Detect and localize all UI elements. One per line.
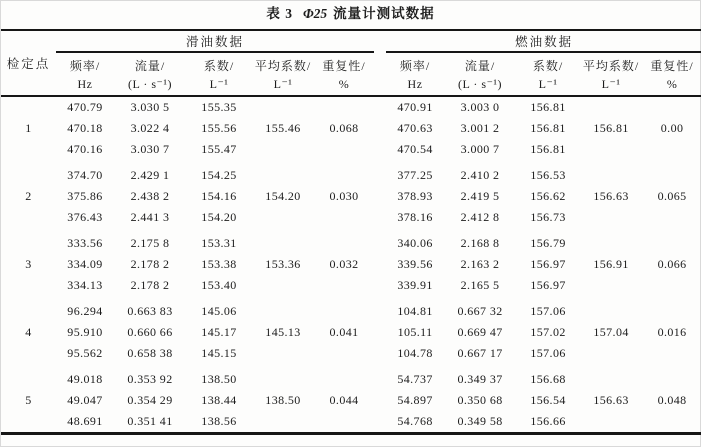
oil-flow-cell: 0.658 38 <box>127 346 173 360</box>
oil-column-header <box>314 52 374 96</box>
fuel-repeatability-cell <box>642 343 701 364</box>
oil-average-coefficient-cell <box>252 301 314 322</box>
fuel-average-coefficient-cell <box>580 343 642 364</box>
oil-frequency-cell: 95.910 <box>67 325 103 339</box>
oil-flow-cell: 0.663 83 <box>127 304 173 318</box>
fuel-column-header <box>580 52 642 96</box>
oil-coefficient-cell: 145.15 <box>201 346 237 360</box>
column-header-row <box>1 52 701 96</box>
oil-coefficient-cell: 153.31 <box>201 236 237 250</box>
data-row <box>1 207 701 228</box>
oil-average-coefficient-cell <box>252 233 314 254</box>
fuel-repeatability-cell: 0.016 <box>657 325 687 339</box>
oil-flow-cell: 2.441 3 <box>130 210 170 224</box>
oil-average-coefficient-cell <box>252 411 314 434</box>
oil-frequency-cell: 49.018 <box>67 372 103 386</box>
oil-repeatability-cell <box>314 233 374 254</box>
data-row <box>1 275 701 296</box>
point-id-cell: 4 <box>25 325 32 339</box>
point-id-cell <box>1 343 56 364</box>
oil-frequency-cell: 470.79 <box>67 100 103 114</box>
oil-repeatability-cell: 0.068 <box>329 121 359 135</box>
fuel-flow-cell: 2.168 8 <box>460 236 500 250</box>
gap-cell <box>374 301 386 322</box>
fuel-coefficient-cell: 156.66 <box>530 414 566 428</box>
data-row <box>1 369 701 390</box>
oil-flow-cell: 3.030 5 <box>130 100 170 114</box>
gap-cell <box>374 139 386 160</box>
oil-repeatability-cell <box>314 139 374 160</box>
gap-cell <box>374 343 386 364</box>
oil-average-coefficient-cell <box>252 275 314 296</box>
column-header-unit: (L · s⁻¹) <box>128 76 172 91</box>
group-gap <box>374 30 386 96</box>
fuel-column-header <box>516 52 580 96</box>
data-row <box>1 411 701 434</box>
oil-coefficient-cell: 155.47 <box>201 142 237 156</box>
fuel-frequency-cell: 54.897 <box>397 393 433 407</box>
oil-coefficient-cell: 138.56 <box>201 414 237 428</box>
point-id-cell <box>1 207 56 228</box>
fuel-frequency-cell: 104.78 <box>397 346 433 360</box>
column-header-quantity: 流量/ <box>134 58 166 73</box>
fuel-coefficient-cell: 156.81 <box>530 121 566 135</box>
oil-coefficient-cell: 153.38 <box>201 257 237 271</box>
point-id-cell <box>1 165 56 186</box>
oil-average-coefficient-cell: 154.20 <box>265 189 301 203</box>
data-row <box>1 343 701 364</box>
oil-flow-cell: 2.178 2 <box>130 278 170 292</box>
oil-flow-cell: 0.660 66 <box>127 325 173 339</box>
oil-frequency-cell: 333.56 <box>67 236 103 250</box>
column-header-quantity: 重复性/ <box>650 58 694 73</box>
oil-flow-cell: 0.351 41 <box>127 414 173 428</box>
group-header-oil: 滑油数据 <box>56 30 374 52</box>
fuel-coefficient-cell: 156.68 <box>530 372 566 386</box>
fuel-average-coefficient-cell <box>580 411 642 434</box>
oil-coefficient-cell: 155.56 <box>201 121 237 135</box>
oil-flow-cell: 2.438 2 <box>130 189 170 203</box>
fuel-flow-cell: 3.000 7 <box>460 142 500 156</box>
data-row <box>1 96 701 118</box>
gap-cell <box>374 390 386 411</box>
fuel-average-coefficient-cell <box>580 369 642 390</box>
oil-frequency-cell: 48.691 <box>67 414 103 428</box>
gap-cell <box>374 165 386 186</box>
gap-cell <box>374 96 386 118</box>
fuel-repeatability-cell <box>642 207 701 228</box>
fuel-frequency-cell: 339.56 <box>397 257 433 271</box>
corner-header: 检定点 <box>1 30 56 96</box>
data-row <box>1 322 701 343</box>
oil-average-coefficient-cell <box>252 369 314 390</box>
fuel-coefficient-cell: 157.02 <box>530 325 566 339</box>
oil-frequency-cell: 470.18 <box>67 121 103 135</box>
fuel-flow-cell: 2.165 5 <box>460 278 500 292</box>
column-header-unit: L⁻¹ <box>538 76 558 91</box>
oil-repeatability-cell <box>314 275 374 296</box>
fuel-average-coefficient-cell <box>580 139 642 160</box>
fuel-flow-cell: 0.350 68 <box>457 393 503 407</box>
point-id-cell <box>1 369 56 390</box>
column-header-unit: L⁻¹ <box>273 76 293 91</box>
fuel-frequency-cell: 470.91 <box>397 100 433 114</box>
column-header-unit: % <box>338 76 350 91</box>
point-id-cell <box>1 96 56 118</box>
column-header-quantity: 流量/ <box>464 58 496 73</box>
column-header-unit: (L · s⁻¹) <box>458 76 503 91</box>
fuel-coefficient-cell: 156.81 <box>530 100 566 114</box>
fuel-coefficient-cell: 156.62 <box>530 189 566 203</box>
fuel-column-header <box>444 52 516 96</box>
table-number: 表 3 <box>266 6 293 21</box>
fuel-frequency-cell: 340.06 <box>397 236 433 250</box>
fuel-flow-cell: 2.410 2 <box>460 168 500 182</box>
oil-coefficient-cell: 154.20 <box>201 210 237 224</box>
fuel-flow-cell: 2.419 5 <box>460 189 500 203</box>
gap-cell <box>374 233 386 254</box>
point-id-cell <box>1 275 56 296</box>
oil-coefficient-cell: 155.35 <box>201 100 237 114</box>
fuel-frequency-cell: 378.16 <box>397 210 433 224</box>
gap-cell <box>374 207 386 228</box>
oil-frequency-cell: 49.047 <box>67 393 103 407</box>
point-id-cell: 2 <box>25 189 32 203</box>
fuel-coefficient-cell: 156.97 <box>530 257 566 271</box>
oil-repeatability-cell <box>314 165 374 186</box>
column-header-quantity: 频率/ <box>399 58 431 73</box>
fuel-frequency-cell: 339.91 <box>397 278 433 292</box>
oil-average-coefficient-cell <box>252 343 314 364</box>
point-id-cell <box>1 301 56 322</box>
oil-coefficient-cell: 145.17 <box>201 325 237 339</box>
column-header-unit: Hz <box>407 76 423 91</box>
fuel-repeatability-cell: 0.065 <box>657 189 687 203</box>
oil-coefficient-cell: 145.06 <box>201 304 237 318</box>
fuel-frequency-cell: 377.25 <box>397 168 433 182</box>
oil-average-coefficient-cell <box>252 139 314 160</box>
table-phi-label: Φ25 <box>302 6 328 21</box>
gap-cell <box>374 322 386 343</box>
fuel-flow-cell: 0.667 17 <box>457 346 503 360</box>
fuel-average-coefficient-cell <box>580 275 642 296</box>
gap-cell <box>374 411 386 434</box>
column-header-quantity: 平均系数/ <box>254 58 312 73</box>
oil-frequency-cell: 96.294 <box>67 304 103 318</box>
oil-column-header <box>56 52 114 96</box>
fuel-frequency-cell: 470.63 <box>397 121 433 135</box>
oil-coefficient-cell: 154.25 <box>201 168 237 182</box>
column-header-unit: Hz <box>77 76 93 91</box>
fuel-frequency-cell: 54.737 <box>397 372 433 386</box>
oil-column-header <box>186 52 252 96</box>
point-id-cell <box>1 411 56 434</box>
column-header-unit: % <box>666 76 678 91</box>
fuel-flow-cell: 0.349 58 <box>457 414 503 428</box>
group-header-fuel: 燃油数据 <box>386 30 701 52</box>
fuel-repeatability-cell: 0.048 <box>657 393 687 407</box>
column-header-quantity: 频率/ <box>69 58 101 73</box>
fuel-repeatability-cell <box>642 233 701 254</box>
data-row <box>1 301 701 322</box>
oil-flow-cell: 2.178 2 <box>130 257 170 271</box>
data-row <box>1 390 701 411</box>
fuel-flow-cell: 2.412 8 <box>460 210 500 224</box>
oil-column-header <box>252 52 314 96</box>
fuel-coefficient-cell: 157.06 <box>530 346 566 360</box>
fuel-frequency-cell: 104.81 <box>397 304 433 318</box>
fuel-flow-cell: 0.669 47 <box>457 325 503 339</box>
gap-cell <box>374 275 386 296</box>
fuel-repeatability-cell <box>642 275 701 296</box>
table-title <box>1 1 700 29</box>
oil-coefficient-cell: 154.16 <box>201 189 237 203</box>
oil-average-coefficient-cell: 153.36 <box>265 257 301 271</box>
group-header-row <box>1 30 701 52</box>
fuel-coefficient-cell: 156.53 <box>530 168 566 182</box>
fuel-flow-cell: 0.667 32 <box>457 304 503 318</box>
point-id-cell: 3 <box>25 257 32 271</box>
fuel-repeatability-cell <box>642 165 701 186</box>
column-header-quantity: 重复性/ <box>322 58 366 73</box>
gap-cell <box>374 254 386 275</box>
table-caption: 流量计测试数据 <box>333 6 435 21</box>
oil-average-coefficient-cell <box>252 207 314 228</box>
oil-repeatability-cell: 0.030 <box>329 189 359 203</box>
oil-frequency-cell: 376.43 <box>67 210 103 224</box>
fuel-coefficient-cell: 156.73 <box>530 210 566 224</box>
oil-repeatability-cell: 0.044 <box>329 393 359 407</box>
fuel-repeatability-cell <box>642 301 701 322</box>
fuel-flow-cell: 0.349 37 <box>457 372 503 386</box>
oil-frequency-cell: 334.13 <box>67 278 103 292</box>
fuel-average-coefficient-cell: 156.81 <box>593 121 629 135</box>
oil-flow-cell: 2.175 8 <box>130 236 170 250</box>
table-header <box>1 30 701 96</box>
column-header-quantity: 系数/ <box>203 58 235 73</box>
oil-coefficient-cell: 138.44 <box>201 393 237 407</box>
oil-repeatability-cell <box>314 369 374 390</box>
fuel-column-header <box>642 52 701 96</box>
table-body <box>1 96 701 434</box>
oil-frequency-cell: 470.16 <box>67 142 103 156</box>
oil-average-coefficient-cell: 145.13 <box>265 325 301 339</box>
oil-repeatability-cell <box>314 343 374 364</box>
fuel-repeatability-cell: 0.066 <box>657 257 687 271</box>
fuel-column-header <box>386 52 444 96</box>
oil-repeatability-cell <box>314 301 374 322</box>
data-row <box>1 118 701 139</box>
fuel-coefficient-cell: 156.97 <box>530 278 566 292</box>
column-header-unit: L⁻¹ <box>209 76 229 91</box>
fuel-average-coefficient-cell <box>580 96 642 118</box>
fuel-average-coefficient-cell <box>580 233 642 254</box>
column-header-quantity: 平均系数/ <box>582 58 640 73</box>
oil-repeatability-cell: 0.041 <box>329 325 359 339</box>
oil-repeatability-cell <box>314 96 374 118</box>
oil-average-coefficient-cell <box>252 96 314 118</box>
oil-repeatability-cell <box>314 411 374 434</box>
data-row <box>1 186 701 207</box>
fuel-flow-cell: 2.163 2 <box>460 257 500 271</box>
fuel-coefficient-cell: 156.54 <box>530 393 566 407</box>
point-id-cell <box>1 139 56 160</box>
oil-coefficient-cell: 153.40 <box>201 278 237 292</box>
fuel-average-coefficient-cell: 156.91 <box>593 257 629 271</box>
column-header-unit: L⁻¹ <box>601 76 621 91</box>
oil-frequency-cell: 95.562 <box>67 346 103 360</box>
gap-cell <box>374 186 386 207</box>
oil-column-header <box>114 52 186 96</box>
point-id-cell: 1 <box>25 121 32 135</box>
measurement-table <box>1 29 701 435</box>
fuel-average-coefficient-cell: 156.63 <box>593 189 629 203</box>
fuel-frequency-cell: 470.54 <box>397 142 433 156</box>
fuel-frequency-cell: 54.768 <box>397 414 433 428</box>
oil-flow-cell: 3.030 7 <box>130 142 170 156</box>
point-id-cell: 5 <box>25 393 32 407</box>
data-row <box>1 254 701 275</box>
fuel-average-coefficient-cell: 156.63 <box>593 393 629 407</box>
oil-average-coefficient-cell: 155.46 <box>265 121 301 135</box>
oil-coefficient-cell: 138.50 <box>201 372 237 386</box>
gap-cell <box>374 369 386 390</box>
column-header-quantity: 系数/ <box>532 58 564 73</box>
fuel-repeatability-cell: 0.00 <box>660 121 684 135</box>
oil-average-coefficient-cell: 138.50 <box>265 393 301 407</box>
point-id-cell <box>1 233 56 254</box>
oil-flow-cell: 0.354 29 <box>127 393 173 407</box>
fuel-flow-cell: 3.003 0 <box>460 100 500 114</box>
fuel-repeatability-cell <box>642 369 701 390</box>
data-row <box>1 233 701 254</box>
fuel-repeatability-cell <box>642 139 701 160</box>
fuel-coefficient-cell: 156.81 <box>530 142 566 156</box>
oil-frequency-cell: 374.70 <box>67 168 103 182</box>
gap-cell <box>374 118 386 139</box>
oil-repeatability-cell <box>314 207 374 228</box>
fuel-frequency-cell: 378.93 <box>397 189 433 203</box>
oil-flow-cell: 0.353 92 <box>127 372 173 386</box>
fuel-repeatability-cell <box>642 411 701 434</box>
data-row <box>1 139 701 160</box>
oil-flow-cell: 3.022 4 <box>130 121 170 135</box>
fuel-coefficient-cell: 157.06 <box>530 304 566 318</box>
oil-repeatability-cell: 0.032 <box>329 257 359 271</box>
fuel-average-coefficient-cell <box>580 165 642 186</box>
fuel-repeatability-cell <box>642 96 701 118</box>
oil-frequency-cell: 334.09 <box>67 257 103 271</box>
oil-frequency-cell: 375.86 <box>67 189 103 203</box>
fuel-flow-cell: 3.001 2 <box>460 121 500 135</box>
fuel-average-coefficient-cell <box>580 207 642 228</box>
fuel-frequency-cell: 105.11 <box>397 325 433 339</box>
fuel-coefficient-cell: 156.79 <box>530 236 566 250</box>
fuel-average-coefficient-cell: 157.04 <box>593 325 629 339</box>
oil-average-coefficient-cell <box>252 165 314 186</box>
fuel-average-coefficient-cell <box>580 301 642 322</box>
data-row <box>1 165 701 186</box>
oil-flow-cell: 2.429 1 <box>130 168 170 182</box>
